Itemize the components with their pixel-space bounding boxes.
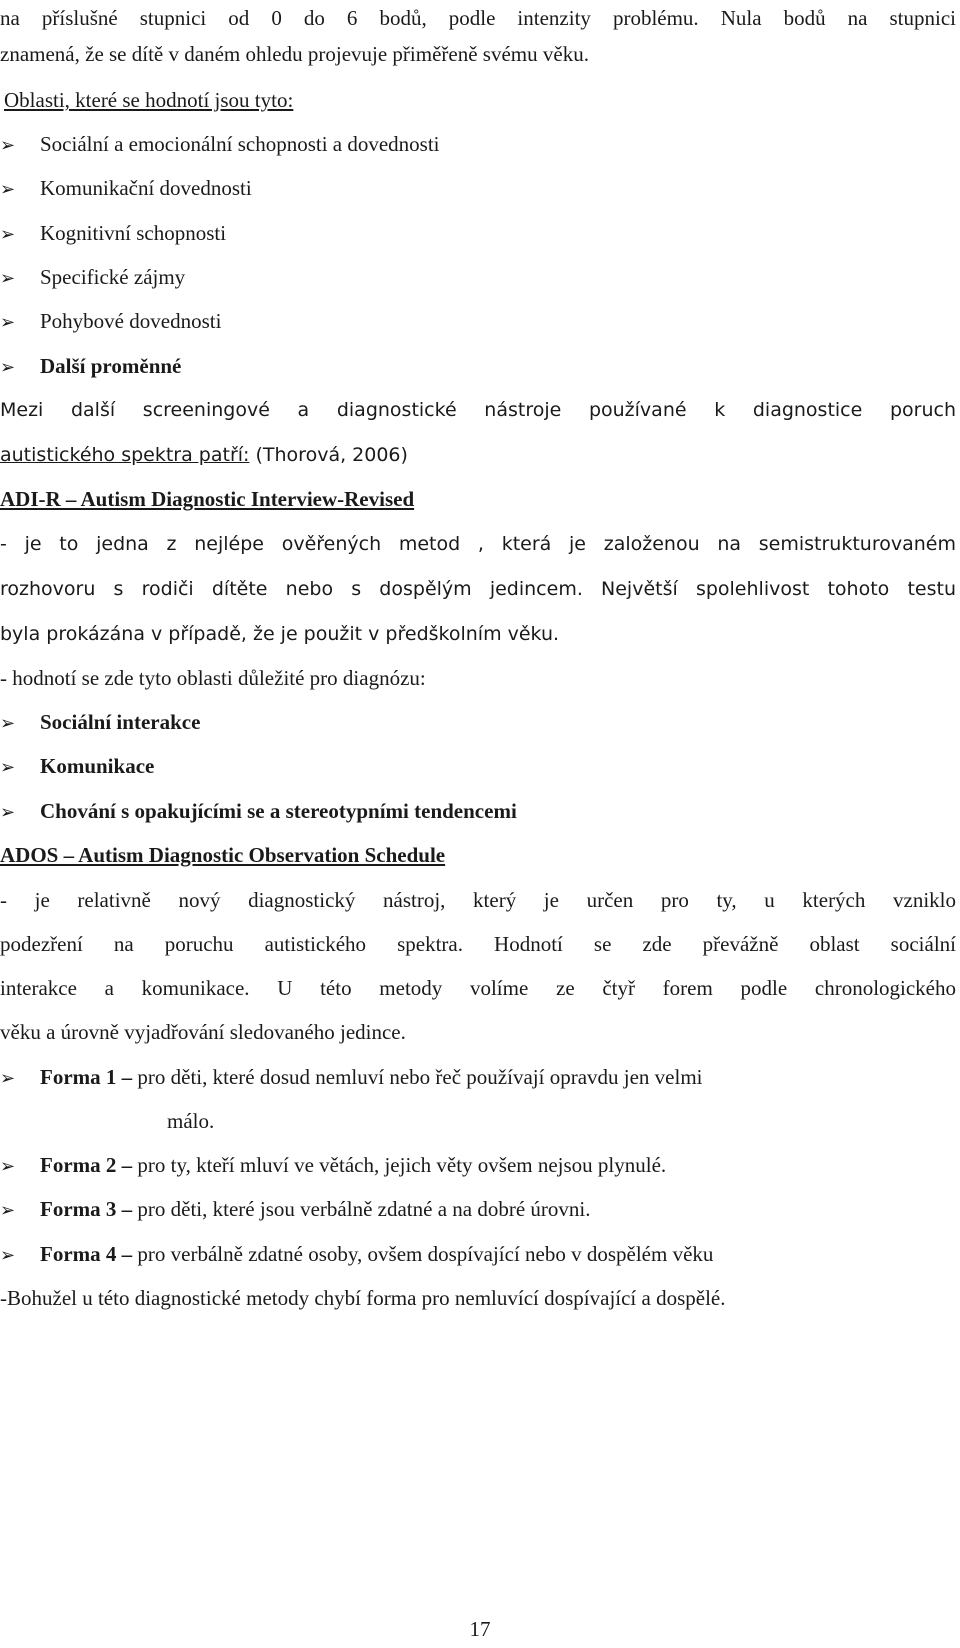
adir-area-label: Komunikace	[40, 754, 155, 778]
ados-heading: ADOS – Autism Diagnostic Observation Schedule	[0, 843, 446, 867]
area-label: Pohybové dovednosti	[40, 309, 222, 333]
form-dash: –	[116, 1065, 138, 1089]
form-label: Forma 4	[40, 1242, 117, 1266]
form-item	[0, 1234, 960, 1274]
adir-line-3: byla prokázána v případě, že je použit v předškolním věku.	[0, 623, 560, 645]
form-label: Forma 1	[40, 1065, 117, 1089]
adir-area-label: Chování s opakujícími se a stereotypními tendencemi	[40, 799, 517, 823]
form-item	[0, 1057, 960, 1097]
form-label: Forma 3	[40, 1197, 117, 1221]
arrow-bullet-icon: ➢	[0, 1156, 16, 1176]
area-label: Kognitivní schopnosti	[40, 221, 227, 245]
citation: (Thorová, 2006)	[249, 444, 408, 466]
arrow-bullet-icon: ➢	[0, 224, 16, 244]
area-item	[0, 124, 960, 164]
adir-line-1: - je to jedna z nejlépe ověřených metod , která je založenou na semistrukturovaném	[0, 533, 956, 555]
area-item	[0, 301, 960, 341]
form-text: pro verbálně zdatné osoby, ovšem dospívající nebo v dospělém věku	[137, 1242, 714, 1266]
area-label: Specifické zájmy	[40, 265, 186, 289]
adir-area-item	[0, 746, 960, 786]
arrow-bullet-icon: ➢	[0, 1245, 16, 1265]
arrow-bullet-icon: ➢	[0, 312, 16, 332]
adir-heading: ADI-R – Autism Diagnostic Interview-Revised	[0, 487, 415, 511]
area-item	[0, 257, 960, 297]
form-dash: –	[116, 1242, 138, 1266]
form-label: Forma 2	[40, 1153, 117, 1177]
arrow-bullet-icon: ➢	[0, 1200, 16, 1220]
arrow-bullet-icon: ➢	[0, 757, 16, 777]
form-item	[0, 1145, 960, 1185]
ados-closing: -Bohužel u této diagnostické metody chybí forma pro nemluvící dospívající a dospělé.	[0, 1286, 726, 1310]
adir-line-2: rozhovoru s rodiči dítěte nebo s dospělým jedincem. Největší spolehlivost tohoto testu	[0, 578, 956, 600]
arrow-bullet-icon: ➢	[0, 1068, 16, 1088]
area-label: Sociální a emocionální schopnosti a dovednosti	[40, 132, 440, 156]
intro-line-2: znamená, že se dítě v daném ohledu projevuje přiměřeně svému věku.	[0, 42, 589, 66]
area-item	[0, 168, 960, 208]
ados-line-3: interakce a komunikace. U této metody volíme ze čtyř forem podle chronologického	[0, 976, 956, 1000]
ados-line-2: podezření na poruchu autistického spektra. Hodnotí se zde převážně oblast sociální	[0, 932, 956, 956]
form-text-continued: málo.	[167, 1109, 215, 1133]
page-number: 17	[469, 1617, 491, 1641]
adir-area-item	[0, 702, 960, 742]
tools-intro-line-1: Mezi další screeningové a diagnostické nástroje používané k diagnostice poruch	[0, 399, 956, 421]
form-item	[0, 1189, 960, 1229]
form-dash: –	[116, 1197, 138, 1221]
area-label: Další proměnné	[40, 354, 182, 378]
area-item	[0, 346, 960, 386]
form-dash: –	[116, 1153, 138, 1177]
adir-area-label: Sociální interakce	[40, 710, 201, 734]
tools-intro-text: autistického spektra patří:	[0, 444, 250, 466]
areas-heading-text: Oblasti, které se hodnotí jsou tyto:	[4, 88, 294, 112]
area-item	[0, 213, 960, 253]
form-text: pro děti, které dosud nemluví nebo řeč používají opravdu jen velmi	[137, 1065, 703, 1089]
arrow-bullet-icon: ➢	[0, 268, 16, 288]
areas-heading	[4, 80, 960, 120]
arrow-bullet-icon: ➢	[0, 357, 16, 377]
form-text: pro ty, kteří mluví ve větách, jejich věty ovšem nejsou plynulé.	[137, 1153, 667, 1177]
arrow-bullet-icon: ➢	[0, 135, 16, 155]
intro-line-1: na příslušné stupnici od 0 do 6 bodů, podle intenzity problému. Nula bodů na stupnici	[0, 6, 956, 30]
tools-intro-line-2	[0, 434, 960, 474]
adir-areas-intro: - hodnotí se zde tyto oblasti důležité pro diagnózu:	[0, 666, 426, 690]
ados-line-4: věku a úrovně vyjadřování sledovaného jedince.	[0, 1020, 406, 1044]
arrow-bullet-icon: ➢	[0, 802, 16, 822]
adir-area-item	[0, 791, 960, 831]
area-label: Komunikační dovednosti	[40, 176, 252, 200]
arrow-bullet-icon: ➢	[0, 713, 16, 733]
form-text: pro děti, které jsou verbálně zdatné a na dobré úrovni.	[137, 1197, 591, 1221]
arrow-bullet-icon: ➢	[0, 179, 16, 199]
ados-line-1: - je relativně nový diagnostický nástroj, který je určen pro ty, u kterých vzniklo	[0, 888, 956, 912]
